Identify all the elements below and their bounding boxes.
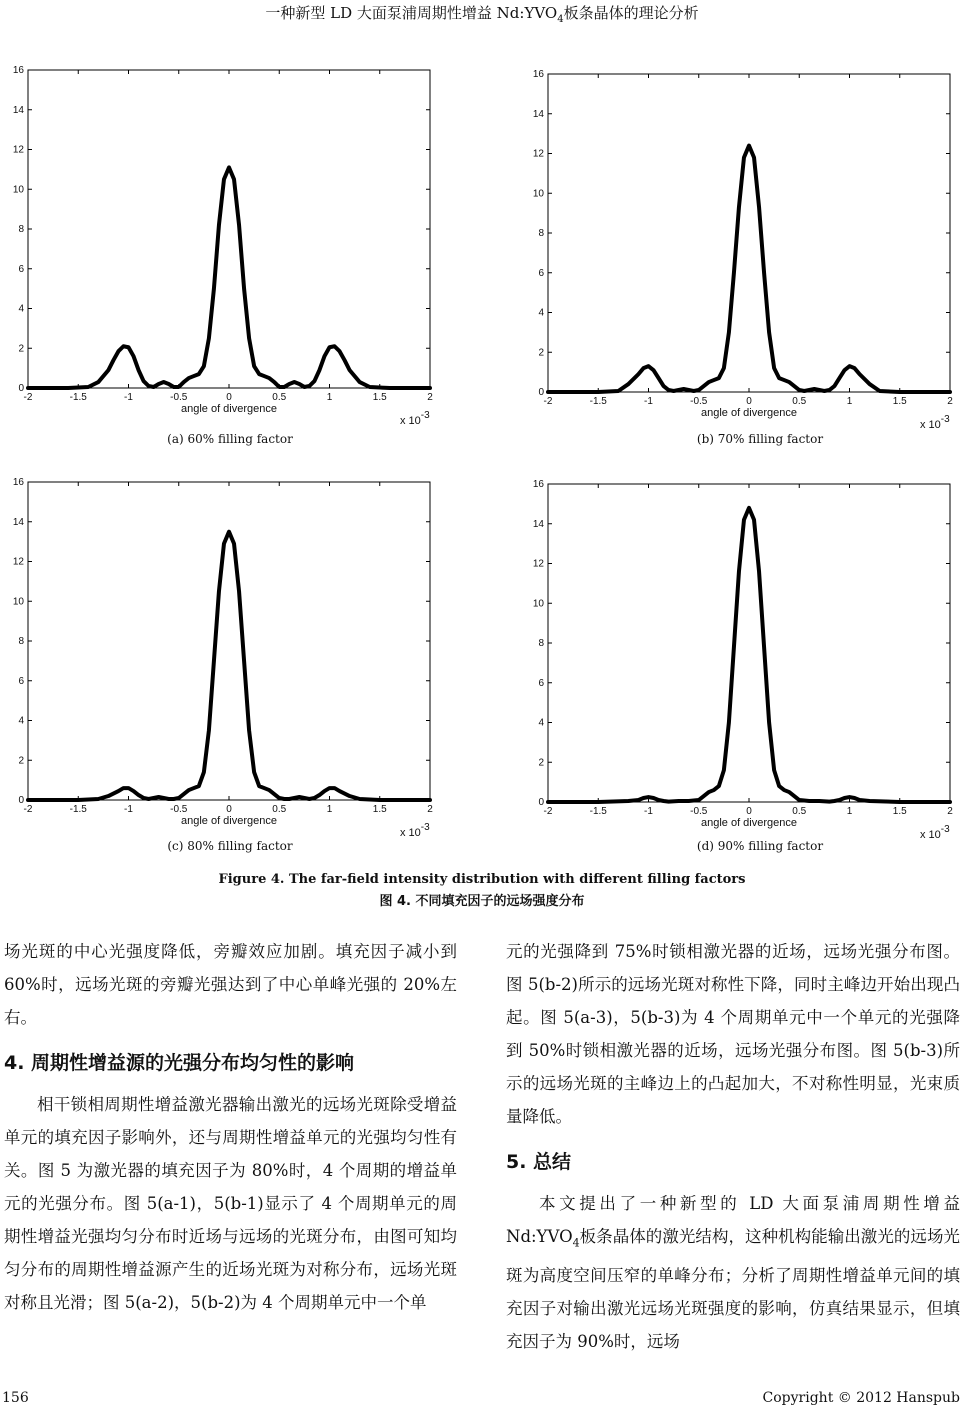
y-tick-label: 2 xyxy=(538,347,544,359)
y-tick-label: 0 xyxy=(538,797,544,808)
y-tick-label: 8 xyxy=(18,224,24,235)
y-tick-label: 12 xyxy=(12,144,24,156)
header-title: 一种新型 LD 大面泵浦周期性增益 Nd:YVO xyxy=(265,4,558,22)
y-tick-label: 0 xyxy=(18,795,24,806)
y-tick-label: 2 xyxy=(18,755,24,767)
chart-svg xyxy=(520,64,964,429)
x-tick-label: 0.5 xyxy=(272,804,287,815)
x-tick-label: 1.5 xyxy=(892,806,907,817)
page-number: 156 xyxy=(2,1390,29,1406)
y-tick-label: 4 xyxy=(538,717,544,729)
x-tick-label: 1 xyxy=(846,806,853,817)
x-tick-label: 2 xyxy=(947,396,953,407)
x-tick-label: 1 xyxy=(326,804,333,815)
x-tick-label: -1 xyxy=(124,804,133,815)
y-tick-label: 12 xyxy=(12,556,24,568)
left-column xyxy=(4,935,457,1319)
y-tick-label: 0 xyxy=(18,383,24,394)
y-tick-label: 14 xyxy=(532,108,544,120)
y-tick-label: 14 xyxy=(532,518,544,530)
figure-caption-en: Figure 4. The far-field intensity distribution with different filling factors xyxy=(218,872,746,887)
y-tick-label: 6 xyxy=(538,677,544,689)
x-axis-label: angle of divergence xyxy=(700,817,798,829)
x-axis-multiplier: x 10-3 xyxy=(920,414,950,431)
right-paragraph-2-subscript: 4 xyxy=(572,1236,580,1250)
x-tick-label: 0.5 xyxy=(272,392,287,403)
caption-c: (c) 80% filling factor xyxy=(167,839,293,853)
x-axis-label: angle of divergence xyxy=(180,815,278,827)
y-tick-label: 12 xyxy=(532,148,544,160)
x-tick-label: 2 xyxy=(427,392,433,403)
x-tick-label: 0 xyxy=(226,804,232,815)
y-tick-label: 16 xyxy=(532,479,544,490)
x-tick-label: -0.5 xyxy=(690,396,708,407)
right-paragraph-2 xyxy=(506,1187,960,1358)
y-tick-label: 4 xyxy=(538,307,544,319)
y-tick-label: 10 xyxy=(12,596,24,608)
y-tick-label: 6 xyxy=(18,675,24,687)
x-tick-label: -0.5 xyxy=(170,392,188,403)
figure-caption-cn: 图 4. 不同填充因子的远场强度分布 xyxy=(379,894,585,909)
x-tick-label: 0 xyxy=(746,396,752,407)
chart-c xyxy=(0,472,445,837)
chart-svg xyxy=(0,60,445,425)
chart-a xyxy=(0,60,445,425)
x-axis-multiplier: x 10-3 xyxy=(920,824,950,841)
y-tick-label: 2 xyxy=(538,757,544,769)
x-axis-multiplier: x 10-3 xyxy=(400,822,430,839)
left-paragraph-1: 场光斑的中心光强度降低，旁瓣效应加剧。填充因子减小到 60%时，远场光斑的旁瓣光强达到了中心单峰光强的 20%左右。 xyxy=(4,942,457,1027)
x-axis-multiplier: x 10-3 xyxy=(400,410,430,427)
y-tick-label: 10 xyxy=(532,188,544,200)
x-tick-label: -1.5 xyxy=(69,392,87,403)
x-tick-label: -1.5 xyxy=(589,396,607,407)
right-paragraph-2-end: 板条晶体的激光结构，这种机构能输出激光的远场光斑为高度空间压窄的单峰分布；分析了周期性增益单元间的填充因子对输出激光远场光斑强度的影响，仿真结果显示，但填充因子为 90%时，远场 xyxy=(506,1227,960,1352)
y-tick-label: 12 xyxy=(532,558,544,570)
x-tick-label: 0.5 xyxy=(792,806,807,817)
x-tick-label: 1 xyxy=(846,396,853,407)
y-tick-label: 8 xyxy=(18,636,24,647)
x-tick-label: -1.5 xyxy=(69,804,87,815)
caption-d: (d) 90% filling factor xyxy=(696,839,824,853)
running-header xyxy=(0,2,964,25)
y-tick-label: 4 xyxy=(18,715,24,727)
x-axis-label: angle of divergence xyxy=(700,407,798,419)
x-tick-label: 1.5 xyxy=(892,396,907,407)
x-tick-label: -2 xyxy=(23,804,33,815)
copyright: Copyright © 2012 Hanspub xyxy=(762,1390,960,1406)
x-tick-label: -1 xyxy=(644,806,653,817)
y-tick-label: 6 xyxy=(18,263,24,275)
x-tick-label: -2 xyxy=(543,396,553,407)
x-tick-label: -2 xyxy=(543,806,553,817)
plot-area xyxy=(28,70,430,388)
plot-area xyxy=(548,484,950,802)
caption-b: (b) 70% filling factor xyxy=(696,432,824,446)
x-tick-label: -2 xyxy=(23,392,33,403)
x-tick-label: 0 xyxy=(226,392,232,403)
x-tick-label: 0.5 xyxy=(792,396,807,407)
y-tick-label: 10 xyxy=(12,184,24,196)
header-subscript: 4 xyxy=(557,14,564,25)
x-tick-label: 1 xyxy=(326,392,333,403)
right-column xyxy=(506,935,960,1358)
chart-d xyxy=(520,474,964,839)
x-tick-label: 1.5 xyxy=(372,392,387,403)
x-tick-label: -1 xyxy=(644,396,653,407)
y-tick-label: 8 xyxy=(538,638,544,649)
x-axis-label: angle of divergence xyxy=(180,403,278,415)
x-tick-label: -0.5 xyxy=(690,806,708,817)
y-tick-label: 4 xyxy=(18,303,24,315)
right-paragraph-1: 元的光强降到 75%时锁相激光器的近场，远场光强分布图。图 5(b-2)所示的远场光斑对称性下降，同时主峰边开始出现凸起。图 5(a-3)，5(b-3)为 4 个周期单元中一个单元的光强降到 50%时锁相激光器的近场，远场光强分布图。图 5(b-3)所示的远场光斑的主峰边上的凸起加大，不对称性明显，光束质量降低。 xyxy=(506,942,960,1126)
y-tick-label: 2 xyxy=(18,343,24,355)
header-title-end: 板条晶体的理论分析 xyxy=(563,4,699,22)
y-tick-label: 8 xyxy=(538,228,544,239)
chart-b xyxy=(520,64,964,429)
y-tick-label: 6 xyxy=(538,267,544,279)
x-tick-label: -1 xyxy=(124,392,133,403)
caption-a: (a) 60% filling factor xyxy=(167,432,293,446)
right-paragraph-2-start: 本文提出了一种新型的 LD 大面泵浦周期性增益 Nd:YVO xyxy=(506,1194,960,1246)
y-tick-label: 14 xyxy=(12,516,24,528)
x-tick-label: 0 xyxy=(746,806,752,817)
y-tick-label: 0 xyxy=(538,387,544,398)
chart-svg xyxy=(520,474,964,839)
chart-svg xyxy=(0,472,445,837)
x-tick-label: 2 xyxy=(947,806,953,817)
x-tick-label: 1.5 xyxy=(372,804,387,815)
y-tick-label: 10 xyxy=(532,598,544,610)
x-tick-label: -0.5 xyxy=(170,804,188,815)
left-paragraph-2: 相干锁相周期性增益激光器输出激光的远场光斑除受增益单元的填充因子影响外，还与周期性增益单元的光强均匀性有关。图 5 为激光器的填充因子为 80%时，4 个周期的增益单元的光强分布。图 5(a-1)，5(b-1)显示了 4 个周期单元的周期性增益光强均匀分布时近场与远场的光斑分布，由图可知均匀分布的周期性增益源产生的近场光斑为对称分布，远场光斑对称且光滑；图 5(a-2)，5(b-2)为 4 个周期单元中一个单 xyxy=(4,1095,457,1312)
y-tick-label: 14 xyxy=(12,104,24,116)
y-tick-label: 16 xyxy=(12,65,24,76)
x-tick-label: -1.5 xyxy=(589,806,607,817)
plot-area xyxy=(548,74,950,392)
section-4-heading: 4. 周期性增益源的光强分布均匀性的影响 xyxy=(4,1052,355,1074)
section-5-heading: 5. 总结 xyxy=(506,1151,572,1173)
y-tick-label: 16 xyxy=(12,477,24,488)
y-tick-label: 16 xyxy=(532,69,544,80)
x-tick-label: 2 xyxy=(427,804,433,815)
